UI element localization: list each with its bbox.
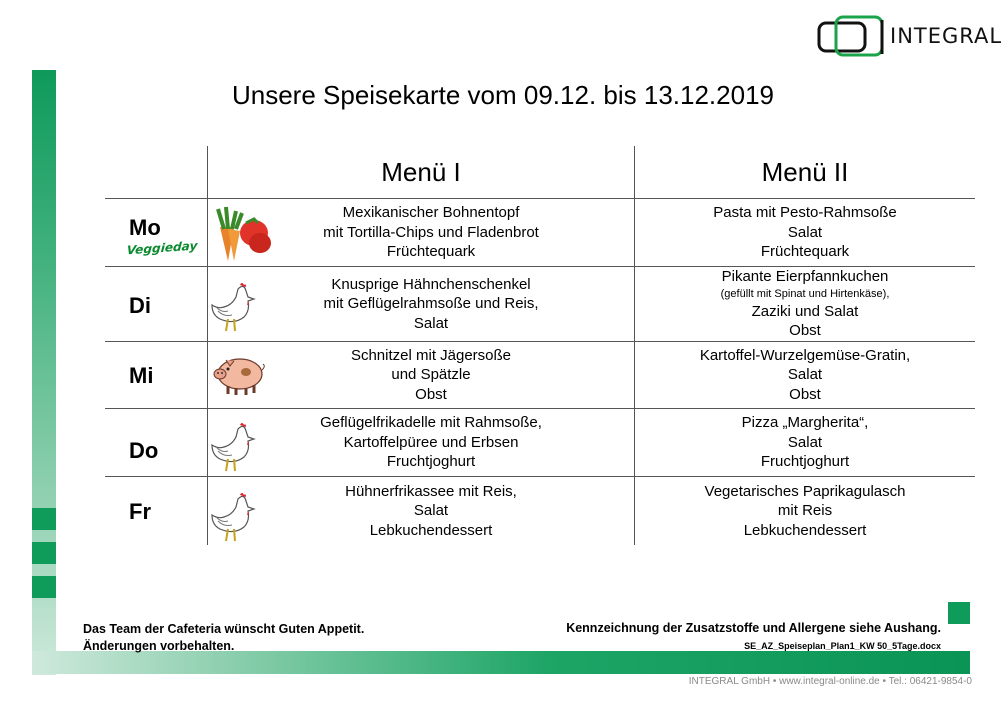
menu1-line: mit Tortilla-Chips und Fladenbrot	[323, 223, 539, 241]
menu2-line: Lebkuchendessert	[743, 521, 867, 539]
menu1-header: Menü I	[208, 146, 635, 199]
day-label: Fr	[129, 499, 151, 524]
day-cell	[105, 342, 208, 409]
menu1-line: Früchtequark	[386, 243, 476, 261]
day-cell	[105, 477, 208, 545]
menu1-line: Kartoffelpüree und Erbsen	[343, 433, 519, 451]
menu2-line: Obst	[789, 385, 821, 403]
footer-greeting-line: Das Team der Cafeteria wünscht Guten Appetit.	[83, 622, 365, 636]
menu1-line: mit Geflügelrahmsoße und Reis,	[323, 295, 539, 313]
veggieday-badge: Veggieday	[126, 238, 198, 258]
menu2-line-small: (gefüllt mit Spinat und Hirtenkäse),	[720, 287, 890, 300]
menu2-line: Kartoffel-Wurzelgemüse-Gratin,	[699, 346, 911, 364]
day-cell	[105, 409, 208, 477]
menu1-line: Hühnerfrikassee mit Reis,	[345, 482, 517, 500]
pig-icon	[212, 352, 266, 404]
page-title: Unsere Speisekarte vom 09.12. bis 13.12.2019	[231, 80, 774, 110]
footer-allergen-note: Kennzeichnung der Zusatzstoffe und Allergene siehe Aushang.	[566, 621, 941, 635]
footer-disclaimer-line: Änderungen vorbehalten.	[83, 639, 235, 653]
day-label: Di	[129, 293, 151, 318]
menu2-line: Früchtequark	[760, 243, 850, 261]
day-cell	[105, 199, 208, 267]
menu2-line: Pasta mit Pesto-Rahmsoße	[713, 204, 897, 222]
logo-mark-icon	[816, 14, 886, 58]
chicken-icon	[208, 421, 256, 479]
logo-text: INTEGRAL	[890, 24, 1003, 48]
left-decor-squares	[32, 508, 56, 602]
table-row	[105, 477, 975, 545]
menu2-cell	[635, 409, 976, 477]
table-row	[105, 409, 975, 477]
chicken-icon	[208, 281, 256, 339]
menu2-line: Pikante Eierpfannkuchen	[721, 268, 889, 286]
menu1-line: Salat	[413, 502, 449, 519]
integral-logo	[816, 14, 1002, 58]
menu2-line: Zaziki und Salat	[751, 302, 859, 320]
menu-table	[105, 146, 975, 545]
menu1-cell	[208, 267, 635, 342]
table-row	[105, 342, 975, 409]
menu2-cell	[635, 199, 976, 267]
menu1-cell	[208, 477, 635, 545]
right-decor-square	[948, 602, 970, 624]
menu2-cell	[635, 342, 976, 409]
menu2-line: Pizza „Margherita“,	[741, 414, 869, 432]
menu2-cell	[635, 267, 976, 342]
footer-file-name: SE_AZ_Speiseplan_Plan1_KW 50_5Tage.docx	[744, 641, 941, 651]
menu2-line: Obst	[789, 322, 821, 340]
menu1-line: Fruchtjoghurt	[386, 453, 476, 471]
menu2-cell	[635, 477, 976, 545]
menu1-cell	[208, 409, 635, 477]
menu2-line: mit Reis	[777, 502, 833, 519]
table-row	[105, 267, 975, 342]
menu2-line: Salat	[787, 433, 823, 451]
day-label: Mi	[129, 363, 154, 388]
menu1-line: Schnitzel mit Jägersoße	[350, 346, 512, 364]
footer-greeting	[83, 621, 364, 655]
menu1-line: Mexikanischer Bohnentopf	[342, 204, 520, 222]
footer-company-line: INTEGRAL GmbH • www.integral-online.de • Tel.: 06421-9854-0	[688, 676, 972, 687]
menu1-cell	[208, 342, 635, 409]
menu1-line: Knusprige Hähnchenschenkel	[331, 275, 531, 293]
table-header-row	[105, 146, 975, 199]
menu2-line: Salat	[787, 366, 823, 384]
menu1-line: Salat	[413, 314, 449, 332]
menu2-line: Fruchtjoghurt	[760, 453, 850, 471]
vegetables-icon	[210, 205, 272, 269]
menu2-header: Menü II	[635, 146, 976, 199]
menu2-line: Vegetarisches Paprikagulasch	[704, 482, 906, 500]
day-cell	[105, 267, 208, 342]
menu1-line: und Spätzle	[391, 366, 471, 384]
day-label: Mo	[129, 215, 161, 240]
menu2-line: Salat	[787, 223, 823, 241]
day-label: Do	[129, 438, 159, 463]
menu1-cell	[208, 199, 635, 267]
menu1-line: Lebkuchendessert	[369, 521, 493, 539]
chicken-icon	[208, 491, 256, 549]
menu1-line: Geflügelfrikadelle mit Rahmsoße,	[320, 414, 542, 432]
table-row	[105, 199, 975, 267]
menu1-line: Obst	[415, 385, 447, 403]
